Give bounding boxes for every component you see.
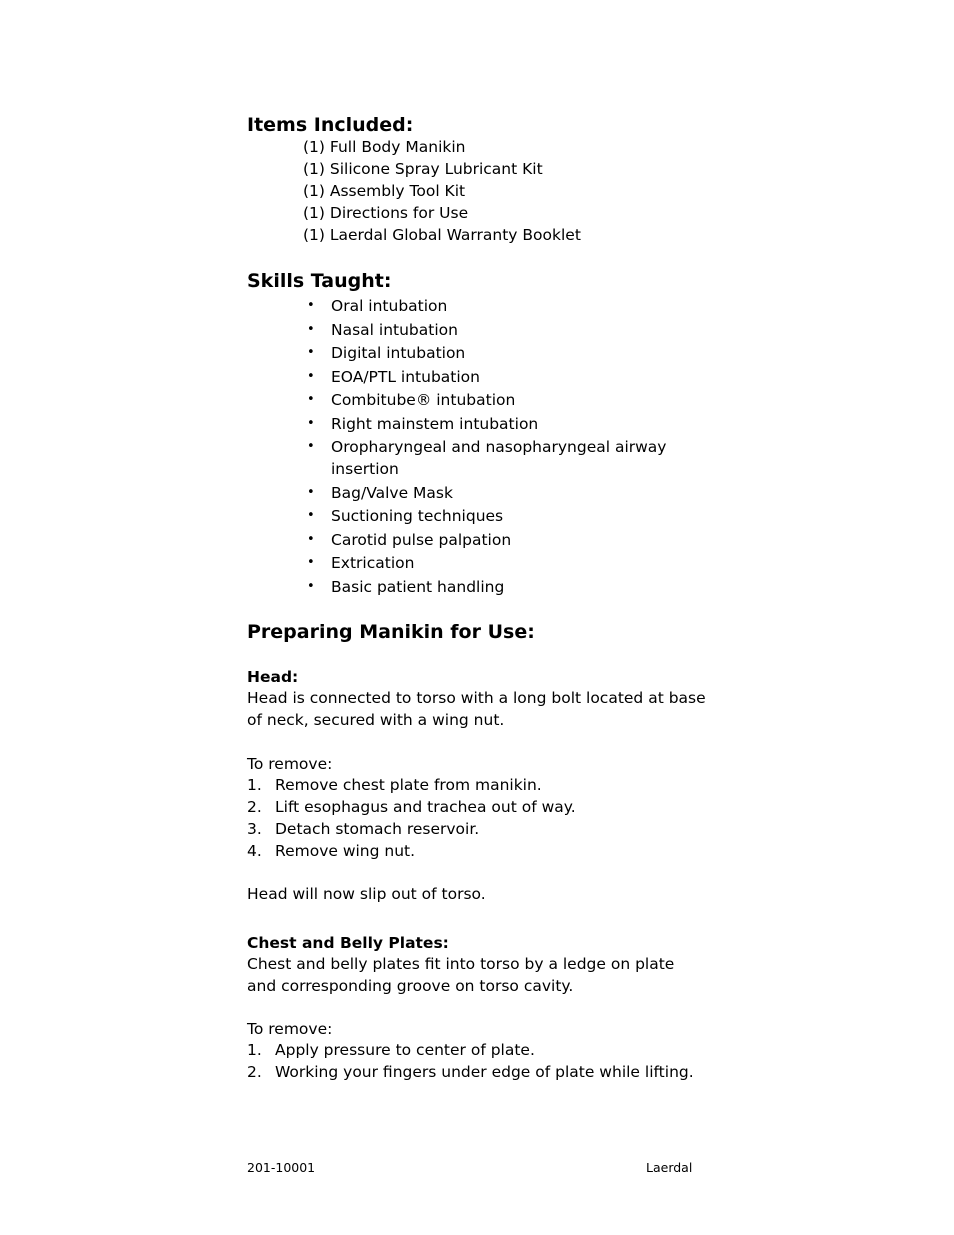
head-steps-list xyxy=(247,775,576,863)
list-item: • Digital intubation xyxy=(307,344,466,362)
preparing-heading: Preparing Manikin for Use: xyxy=(247,621,535,643)
bullet-icon: • xyxy=(307,578,315,594)
list-item: • Oral intubation xyxy=(307,297,448,315)
bullet-icon: • xyxy=(307,345,315,360)
plates-steps-list xyxy=(247,1040,694,1084)
items-included-list xyxy=(303,137,581,246)
list-item: • Right mainstem intubation xyxy=(307,414,539,433)
head-to-remove-label: To remove: xyxy=(247,755,333,773)
list-item: • Basic patient handling xyxy=(307,577,505,596)
bullet-icon: • xyxy=(307,531,315,547)
list-item: • Carotid pulse palpation xyxy=(307,530,512,549)
footer-doc-number: 201-10001 xyxy=(247,1160,316,1175)
bullet-icon: • xyxy=(307,321,315,337)
list-item: • Oropharyngeal and nasopharyngeal airway insertion xyxy=(307,438,667,478)
list-item: 1. Apply pressure to center of plate. xyxy=(247,1041,535,1059)
list-item: (1) Directions for Use xyxy=(303,203,469,222)
list-item: • Bag/Valve Mask xyxy=(307,483,453,502)
list-item: • Nasal intubation xyxy=(307,320,458,339)
list-item: 2. Lift esophagus and trachea out of way. xyxy=(247,797,576,816)
bullet-icon: • xyxy=(307,484,315,500)
list-item: (1) Assembly Tool Kit xyxy=(303,181,466,200)
bullet-icon: • xyxy=(307,555,315,570)
list-item: (1) Silicone Spray Lubricant Kit xyxy=(303,159,543,178)
head-note: Head will now slip out of torso. xyxy=(247,885,486,903)
plates-subheading: Chest and Belly Plates: xyxy=(247,934,449,952)
skills-taught-list xyxy=(303,295,711,599)
footer-brand: Laerdal xyxy=(646,1160,693,1175)
bullet-icon: • xyxy=(307,439,315,454)
list-item: • Suctioning techniques xyxy=(307,507,504,525)
plates-description: Chest and belly plates fit into torso by a ledge on plate and corresponding groove on torso cavity. xyxy=(247,955,675,995)
head-description: Head is connected to torso with a long bolt located at base of neck, secured with a wing nut. xyxy=(247,689,706,729)
bullet-icon: • xyxy=(307,392,315,407)
head-subheading: Head: xyxy=(247,668,299,686)
skills-taught-heading: Skills Taught: xyxy=(247,270,392,292)
list-item: • Extrication xyxy=(307,554,415,572)
bullet-icon: • xyxy=(307,368,315,384)
bullet-icon: • xyxy=(307,298,315,313)
list-item: 1. Remove chest plate from manikin. xyxy=(247,776,542,794)
bullet-icon: • xyxy=(307,415,315,431)
list-item: (1) Full Body Manikin xyxy=(303,138,466,156)
list-item: • Combitube® intubation xyxy=(307,391,516,409)
items-included-heading: Items Included: xyxy=(247,114,414,136)
list-item: 2. Working your fingers under edge of plate while lifting. xyxy=(247,1062,694,1081)
list-item: (1) Laerdal Global Warranty Booklet xyxy=(303,225,581,244)
bullet-icon: • xyxy=(307,508,315,523)
list-item: • EOA/PTL intubation xyxy=(307,367,480,386)
list-item: 4. Remove wing nut. xyxy=(247,841,416,860)
list-item: 3. Detach stomach reservoir. xyxy=(247,819,480,838)
plates-to-remove-label: To remove: xyxy=(247,1020,333,1038)
